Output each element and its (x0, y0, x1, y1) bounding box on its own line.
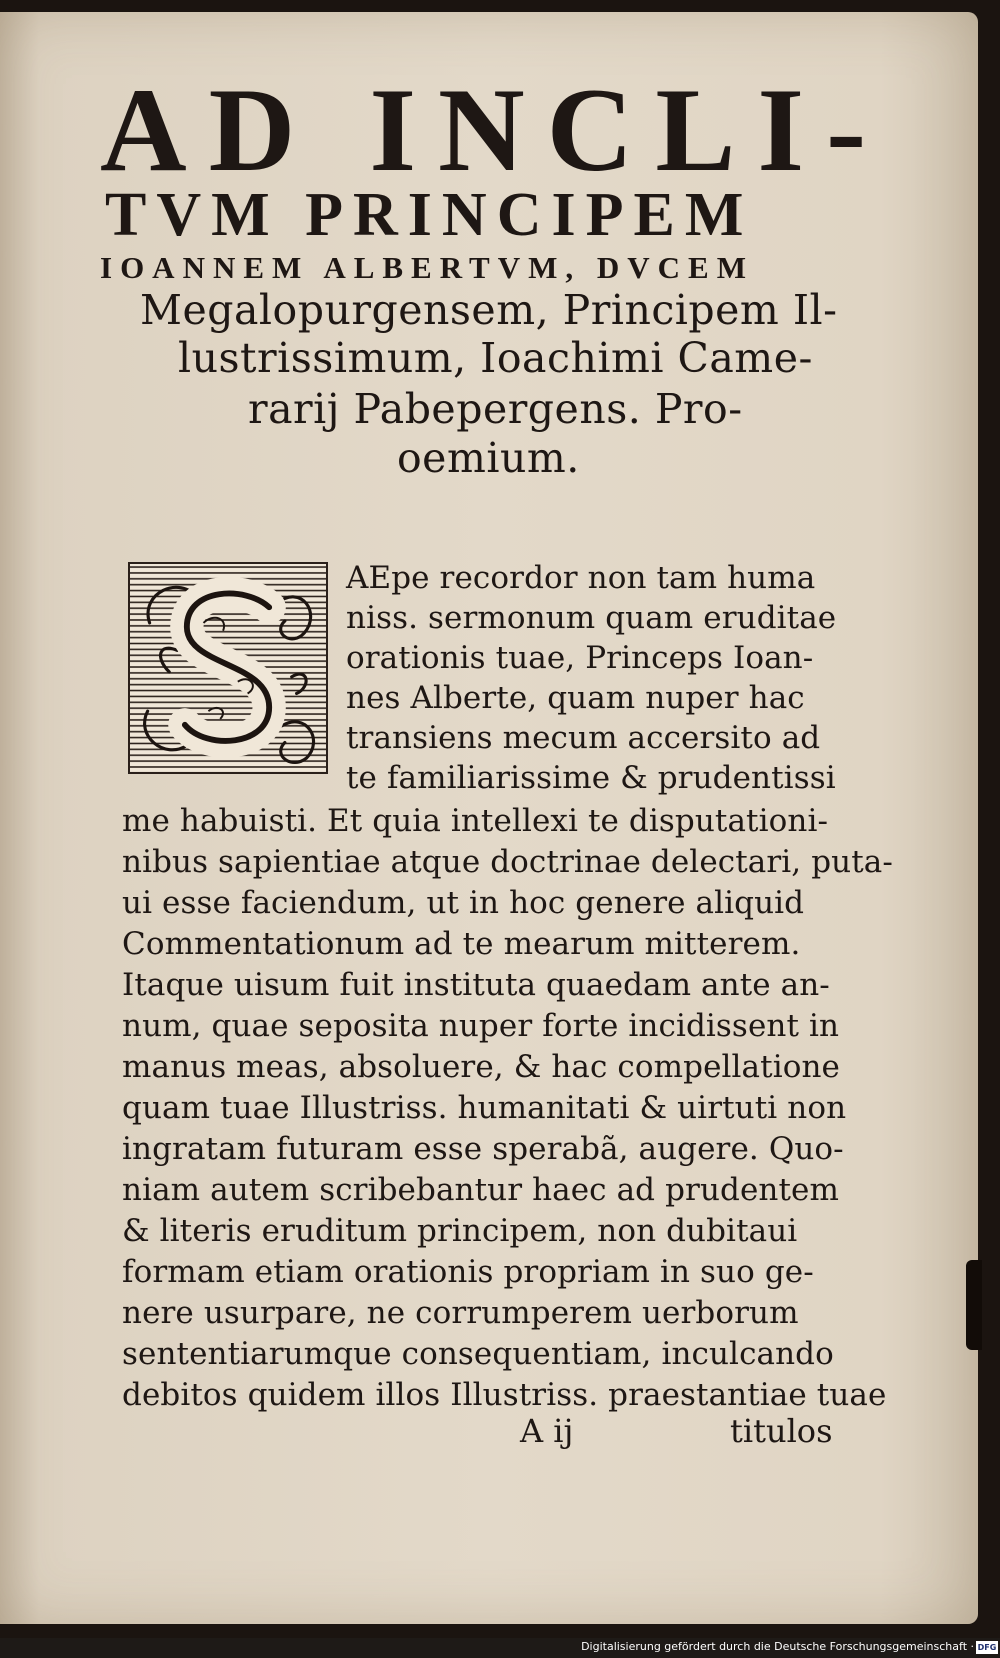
body-line: Itaque uisum fuit instituta quaedam ante an- (122, 967, 830, 1003)
body-line: manus meas, absoluere, & hac compellatione (122, 1049, 840, 1085)
body-line: nibus sapientiae atque doctrinae delectari, puta- (122, 844, 893, 880)
body-line: sententiarumque consequentiam, inculcando (122, 1336, 834, 1372)
body-line: quam tuae Illustriss. humanitati & uirtuti non (122, 1090, 847, 1126)
catchword: titulos (730, 1412, 833, 1450)
title-line-3: IOANNEM ALBERTVM, DVCEM (100, 250, 754, 285)
subtitle-line-1: Megalopurgensem, Principem Il- (140, 286, 838, 334)
subtitle-line-4: oemium. (397, 434, 580, 482)
body-line: Commentationum ad te mearum mitterem. (122, 926, 801, 962)
subtitle-line-2: lustrissimum, Ioachimi Came- (178, 334, 813, 382)
body-line: orationis tuae, Princeps Ioan- (346, 640, 814, 676)
body-line: formam etiam orationis propriam in suo ge- (122, 1254, 814, 1290)
body-line: & literis eruditum principem, non dubitaui (122, 1213, 798, 1249)
title-line-1: AD INCLI- (100, 63, 889, 196)
page-edge-shadow (966, 1260, 982, 1350)
ornamental-initial-s-icon (128, 562, 328, 774)
signature-mark: A ij (520, 1412, 574, 1450)
credit-bar (0, 1638, 1000, 1658)
subtitle-line-3: rarij Pabepergens. Pro- (248, 385, 743, 433)
body-line: ingratam futuram esse sperabã, augere. Quo- (122, 1131, 844, 1167)
body-line: AEpe recordor non tam huma (346, 560, 816, 596)
book-page (0, 12, 978, 1624)
credit-text: Digitalisierung gefördert durch die Deutsche Forschungsgemeinschaft · (581, 1640, 974, 1653)
body-line: me habuisti. Et quia intellexi te disputationi- (122, 803, 829, 839)
body-line: te familiarissime & prudentissi (346, 760, 836, 796)
body-line: niss. sermonum quam eruditae (346, 600, 837, 636)
dfg-logo-icon: DFG (977, 1643, 997, 1652)
body-line: debitos quidem illos Illustriss. praestantiae tuae (122, 1377, 887, 1413)
title-line-2: TVM PRINCIPEM (105, 181, 754, 249)
body-line: transiens mecum accersito ad (346, 720, 821, 756)
woodcut-initial-graphic (130, 564, 326, 772)
body-line: nes Alberte, quam nuper hac (346, 680, 805, 716)
body-line: niam autem scribebantur haec ad prudentem (122, 1172, 839, 1208)
body-line: nere usurpare, ne corrumperem uerborum (122, 1295, 799, 1331)
body-line: ui esse faciendum, ut in hoc genere aliquid (122, 885, 805, 921)
body-line: num, quae seposita nuper forte incidissent in (122, 1008, 840, 1044)
